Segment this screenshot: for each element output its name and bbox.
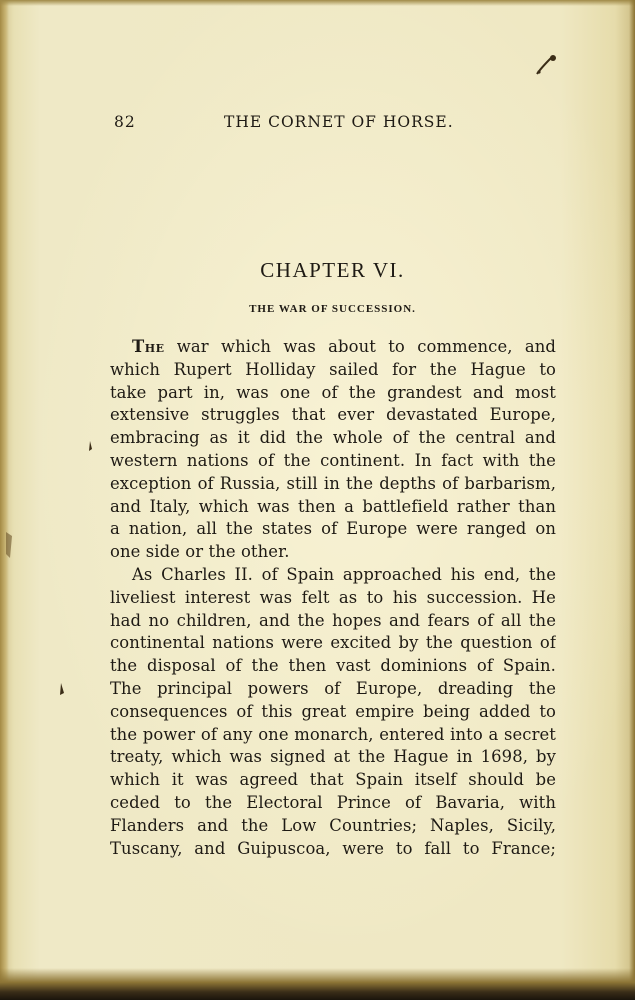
text-line: The principal powers of Europe, dreading the [110, 678, 556, 698]
page-header [114, 113, 454, 135]
text-line: exception of Russia, still in the depths of barbarism, [110, 473, 556, 493]
text-line: one side or the other. [110, 542, 290, 562]
text-line: western nations of the continent. In fact with the [110, 450, 556, 470]
page-number: 82 [114, 113, 136, 131]
text-line: liveliest interest was felt as to his succession. He [110, 587, 556, 607]
running-head: THE CORNET OF HORSE. [224, 113, 454, 131]
text-line: and Italy, which was then a battlefield rather than [110, 496, 556, 516]
text-line: continental nations were excited by the question of [110, 633, 556, 653]
text-line: Tuscany, and Guipuscoa, were to fall to France; [110, 838, 556, 858]
text-line [110, 336, 556, 359]
page-top-edge [0, 0, 635, 6]
text-line: the power of any one monarch, entered into a secret [110, 724, 556, 744]
text-line: extensive struggles that ever devastated Europe, [110, 405, 556, 425]
text-line: take part in, was one of the grandest and most [110, 382, 556, 402]
text-line: which it was agreed that Spain itself should be [110, 770, 556, 790]
text-line: had no children, and the hopes and fears of all the [110, 610, 556, 630]
text-line: a nation, all the states of Europe were ranged on [110, 519, 556, 539]
text-line: which Rupert Holliday sailed for the Hague to [110, 359, 556, 379]
opening-word: The [132, 337, 165, 356]
chapter-subtitle: THE WAR OF SUCCESSION. [249, 303, 416, 315]
binding-stain-icon [4, 530, 14, 560]
ink-dot-icon [86, 440, 94, 452]
text-line: embracing as it did the whole of the central and [110, 428, 556, 448]
body-text [110, 336, 556, 860]
text-line: ceded to the Electoral Prince of Bavaria, with [110, 792, 556, 812]
text-line-content: war which was about to commence, and [164, 337, 556, 356]
page-right-edge [629, 0, 635, 1000]
page-spine-shadow [0, 0, 9, 1000]
text-line: the disposal of the then vast dominions of Spain. [110, 656, 556, 676]
ink-dot-icon [58, 682, 66, 696]
chapter-title: CHAPTER VI. [260, 258, 405, 282]
text-line: consequences of this great empire being added to [110, 701, 556, 721]
page-bottom-edge [0, 968, 635, 1000]
text-line: As Charles II. of Spain approached his end, the [132, 564, 556, 584]
text-line: Flanders and the Low Countries; Naples, Sicily, [110, 815, 556, 835]
ink-mark-icon [531, 52, 561, 80]
text-line: treaty, which was signed at the Hague in 1698, by [110, 747, 556, 767]
